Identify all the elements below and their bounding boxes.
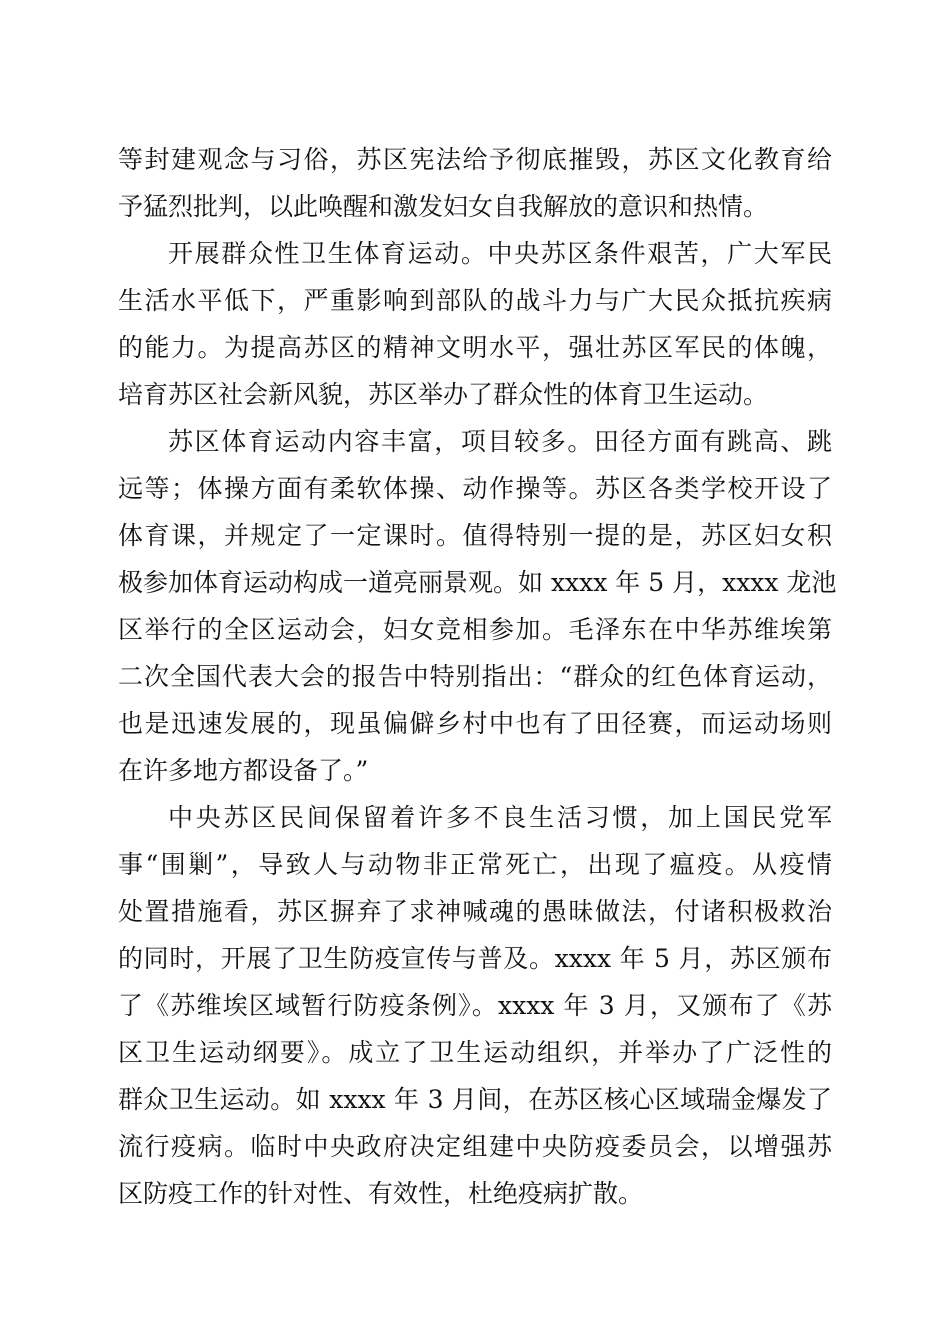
text-line: 处置措施看，苏区摒弃了求神喊魂的愚昧做法，付诸积极救治 xyxy=(118,897,832,926)
text-line: 二次全国代表大会的报告中特别指出：“群众的红色体育运动， xyxy=(118,662,832,691)
text-line: 体育课，并规定了一定课时。值得特别一提的是，苏区妇女积 xyxy=(118,521,832,550)
text-line: 群众卫生运动。如 xxxx 年 3 月间，在苏区核心区域瑞金爆发了 xyxy=(118,1085,832,1114)
text-line: 的能力。为提高苏区的精神文明水平，强壮苏区军民的体魄， xyxy=(118,333,832,362)
text-line: 在许多地方都设备了。” xyxy=(118,756,369,785)
text-line: 远等；体操方面有柔软体操、动作操等。苏区各类学校开设了 xyxy=(118,474,832,503)
text-line: 流行疫病。临时中央政府决定组建中央防疫委员会，以增强苏 xyxy=(118,1132,832,1161)
text-line: 苏区体育运动内容丰富，项目较多。田径方面有跳高、跳 xyxy=(168,427,832,456)
text-line: 予猛烈批判，以此唤醒和激发妇女自我解放的意识和热情。 xyxy=(118,192,769,221)
text-line: 等封建观念与习俗，苏区宪法给予彻底摧毁，苏区文化教育给 xyxy=(118,145,832,174)
text-line: 了《苏维埃区域暂行防疫条例》。xxxx 年 3 月，又颁布了《苏 xyxy=(118,991,832,1020)
text-line: 也是迅速发展的，现虽偏僻乡村中也有了田径赛，而运动场则 xyxy=(118,709,832,738)
text-line: 区卫生运动纲要》。成立了卫生运动组织，并举办了广泛性的 xyxy=(118,1038,832,1067)
text-line: 区举行的全区运动会，妇女竞相参加。毛泽东在中华苏维埃第 xyxy=(118,615,832,644)
text-line: 培育苏区社会新风貌，苏区举办了群众性的体育卫生运动。 xyxy=(118,380,769,409)
text-line: 极参加体育运动构成一道亮丽景观。如 xxxx 年 5 月，xxxx 龙池 xyxy=(118,568,837,597)
text-line: 的同时，开展了卫生防疫宣传与普及。xxxx 年 5 月，苏区颁布 xyxy=(118,944,832,973)
text-line: 事“围剿”，导致人与动物非正常死亡，出现了瘟疫。从疫情 xyxy=(118,850,832,879)
text-line: 开展群众性卫生体育运动。中央苏区条件艰苦，广大军民 xyxy=(168,239,832,268)
text-line: 区防疫工作的针对性、有效性，杜绝疫病扩散。 xyxy=(118,1179,644,1208)
text-line: 中央苏区民间保留着许多不良生活习惯，加上国民党军 xyxy=(168,803,832,832)
text-line: 生活水平低下，严重影响到部队的战斗力与广大民众抵抗疾病 xyxy=(118,286,832,315)
